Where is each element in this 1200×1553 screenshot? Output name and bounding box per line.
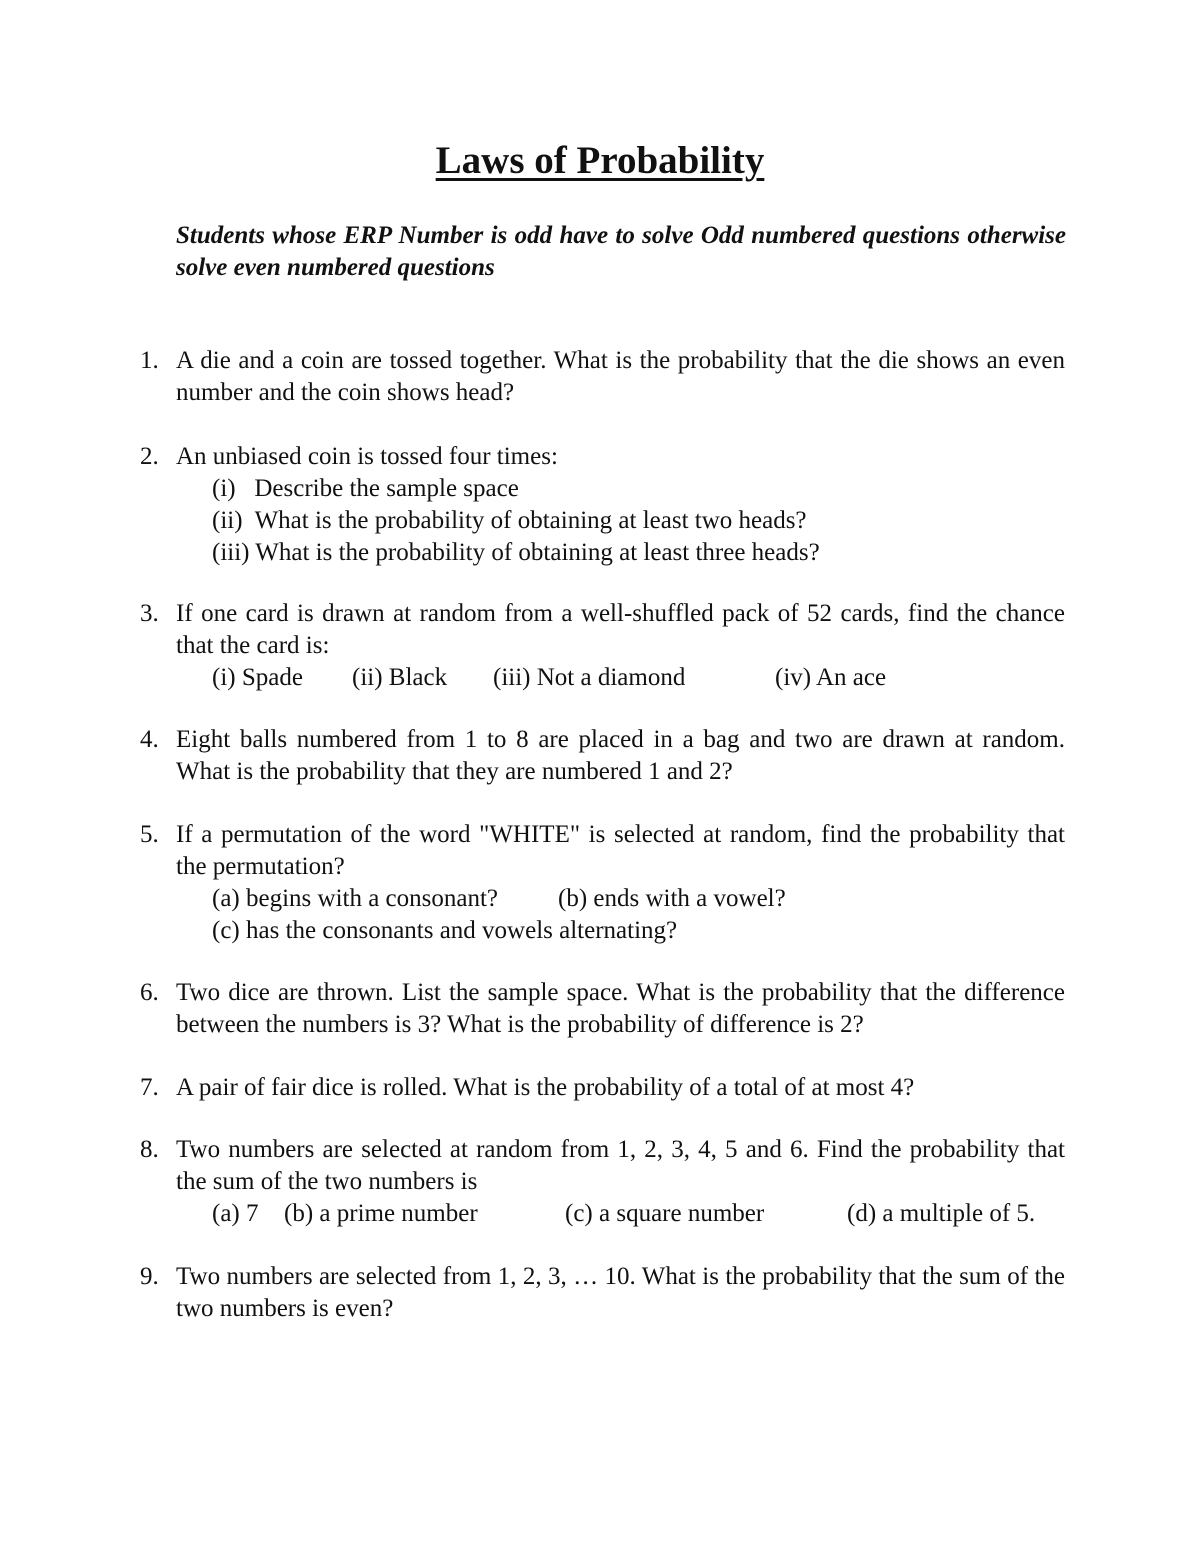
question-part: (ii) Black [352,664,448,691]
question-7 [140,1072,1065,1104]
question-part: (a) begins with a consonant? [212,885,499,912]
question-part: (c) has the consonants and vowels alternating? [212,917,678,944]
question-parts-row [176,883,1065,915]
question-text: If one card is drawn at random from a well-shuffled pack of 52 cards, find the chance that the card is: [176,600,1065,659]
question-text: A pair of fair dice is rolled. What is the probability of a total of at most 4? [176,1074,915,1101]
question-parts-row [176,1198,1065,1230]
question-number: 4. [140,726,159,753]
question-8 [140,1134,1065,1230]
question-text: A die and a coin are tossed together. What is the probability that the die shows an even number and the coin shows head? [176,347,1065,406]
question-2 [140,441,1065,569]
instructions-note: Students whose ERP Number is odd have to solve Odd numbered questions otherwise solve even numbered questions [176,222,1066,281]
question-number: 8. [140,1136,159,1163]
question-text: Two dice are thrown. List the sample space. What is the probability that the difference between the numbers is 3? What is the probability of difference is 2? [176,979,1065,1038]
question-1 [140,345,1065,409]
page-title: Laws of Probability [435,139,765,182]
question-part: (d) a multiple of 5. [847,1200,1036,1227]
question-4 [140,724,1065,788]
question-text: Two numbers are selected at random from 1, 2, 3, 4, 5 and 6. Find the probability that the sum of the two numbers is [176,1136,1065,1195]
question-number: 1. [140,347,159,374]
question-text: If a permutation of the word "WHITE" is selected at random, find the probability that the permutation? [176,821,1065,880]
question-parts-row [176,662,1065,694]
question-number: 3. [140,600,159,627]
question-5 [140,819,1065,947]
question-part: (i) Spade [212,664,303,691]
question-number: 2. [140,443,159,470]
question-part: (c) a square number [565,1200,765,1227]
question-9 [140,1261,1065,1325]
question-part: (iii) Not a diamond [493,664,686,691]
question-part: (b) a prime number [284,1200,478,1227]
question-number: 6. [140,979,159,1006]
question-part: (b) ends with a vowel? [558,885,786,912]
question-part: (iv) An ace [775,664,887,691]
question-3 [140,598,1065,694]
question-text: Two numbers are selected from 1, 2, 3, … 10. What is the probability that the sum of the two numbers is even? [176,1263,1065,1322]
question-text: Eight balls numbered from 1 to 8 are placed in a bag and two are drawn at random. What is the probability that they are numbered 1 and 2? [176,726,1065,785]
question-part: (iii) What is the probability of obtaining at least three heads? [212,539,820,566]
question-part: (i) Describe the sample space [212,475,519,502]
question-part: (ii) What is the probability of obtaining at least two heads? [212,507,807,534]
question-number: 9. [140,1263,159,1290]
question-number: 7. [140,1074,159,1101]
question-number: 5. [140,821,159,848]
question-part: (a) 7 [212,1200,259,1227]
question-6 [140,977,1065,1041]
question-text: An unbiased coin is tossed four times: [176,443,558,470]
